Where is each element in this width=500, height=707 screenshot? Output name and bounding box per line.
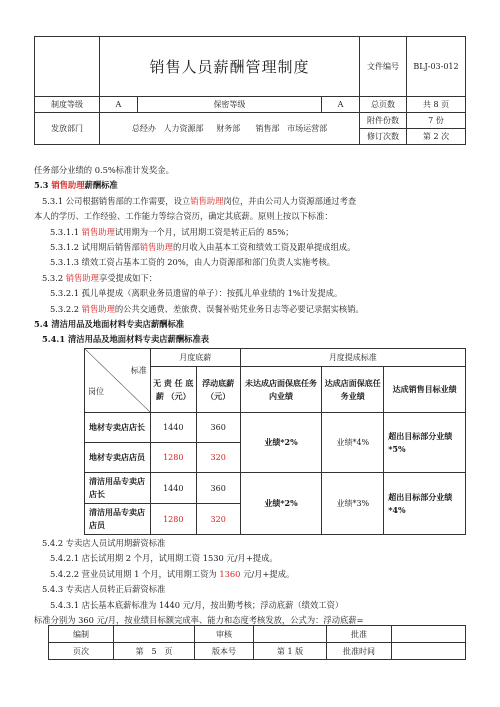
- post-cell: 清洁用品专卖店店员: [85, 504, 151, 535]
- document-title: 销售人员薪酬管理制度: [100, 37, 360, 97]
- paragraph: 本人的学历、工作经验、工作能力等综合资历，确定其底薪。原则上按以下标准：: [34, 211, 333, 222]
- total-pages-label: 总页数: [360, 97, 407, 113]
- level-value: A: [100, 97, 138, 113]
- table-row: [85, 413, 466, 443]
- paragraph: 5.4.3 专卖店人员转正后薪资标准: [42, 584, 166, 595]
- dept-label: 发放部门: [35, 113, 100, 145]
- group-commission-header: 月度提成标准: [240, 349, 465, 367]
- rate-met-cell: 业绩*3%: [322, 473, 384, 535]
- fixed-cell: 1440: [150, 473, 196, 504]
- page-label: 页次: [49, 643, 114, 660]
- rev-label: 修订次数: [360, 129, 407, 145]
- paragraph: 5.4.2.1 店长试用期 2 个月，试用期工资 1530 元/月+提成。: [50, 553, 278, 564]
- col-exceed-header: 达成销售目标业绩: [384, 367, 466, 413]
- body-section: [34, 163, 466, 348]
- version-value: 第 1 版: [254, 643, 327, 660]
- col-fixed-header: 无 责 任 底 薪 （元）: [150, 367, 196, 413]
- prepare-value: [114, 626, 195, 643]
- body-section-after: [34, 536, 466, 628]
- doc-no-label: 文件编号: [360, 37, 407, 97]
- fixed-cell: 1440: [150, 413, 196, 443]
- table-caption: 5.4.1 清洁用品及地面材料专卖店薪酬标准表: [42, 334, 210, 345]
- post-cell: 地材专卖店店长: [85, 413, 151, 443]
- dept-item: 人力资源部: [163, 124, 204, 133]
- page-number: 第 5 页: [114, 643, 195, 660]
- prepare-label: 编制: [49, 626, 114, 643]
- post-cell: 清洁用品专卖店店长: [85, 473, 151, 504]
- review-value: [254, 626, 327, 643]
- approve-time-value: [392, 643, 466, 660]
- section-heading: 5.3 销售助理薪酬标准: [34, 180, 118, 191]
- fixed-cell: 1280: [150, 504, 196, 535]
- approve-label: 批准: [327, 626, 392, 643]
- group-base-header: 月度底薪: [150, 349, 240, 367]
- total-pages-value: 共 8 页: [407, 97, 466, 113]
- float-cell: 360: [196, 473, 240, 504]
- corner-label-standard: 标准: [130, 365, 147, 375]
- table-row: [85, 473, 466, 504]
- rate-not-met-cell: 业绩*2%: [240, 473, 322, 535]
- paragraph: 5.4.2.2 营业员试用期 1 个月，试用期工资为 1360 元/月+提成。: [50, 568, 295, 579]
- salary-standard-table: [84, 348, 466, 535]
- review-label: 审核: [195, 626, 254, 643]
- document-header-table: [34, 36, 466, 145]
- dept-list: [100, 113, 360, 145]
- paragraph: 5.4.2 专卖店人员试用期薪资标准: [42, 538, 166, 548]
- rate-exceed-cell: 超出目标部分业绩*5%: [384, 413, 466, 473]
- paragraph: 5.3.1.2 试用期后销售部销售助理的月收入由基本工资和绩效工资及跟单提成组成。: [50, 242, 356, 253]
- secret-label: 保密等级: [137, 97, 321, 113]
- corner-header-cell: [85, 349, 151, 413]
- col-met-header: 达成店面保底任务业绩: [322, 367, 384, 413]
- paragraph: 任务部分业绩的 0.5%标准计发奖金。: [34, 165, 174, 175]
- section-heading: 5.4 清洁用品及地面材料专卖店薪酬标准: [34, 319, 185, 330]
- col-float-header: 浮动底薪 （元）: [196, 367, 240, 413]
- dept-item: 销售部: [255, 124, 280, 133]
- approve-time-label: 批准时间: [327, 643, 392, 660]
- attach-label: 附件份数: [360, 113, 407, 129]
- attach-value: 7 份: [407, 113, 466, 129]
- paragraph: 5.3.1.3 绩效工资占基本工资的 20%，由人力资源部和部门负责人实施考核。: [50, 257, 336, 268]
- rev-value: 第 2 次: [407, 129, 466, 145]
- float-cell: 320: [196, 504, 240, 535]
- dept-item: 财务部: [216, 124, 241, 133]
- paragraph: 5.3.1 公司根据销售部的工作需要，设立销售助理岗位，并由公司人力资源部通过考查: [42, 195, 357, 206]
- rate-exceed-cell: 超出目标部分业绩*4%: [384, 473, 466, 535]
- float-cell: 320: [196, 443, 240, 473]
- paragraph: 5.3.2 销售助理享受提成如下：: [42, 272, 158, 283]
- float-cell: 360: [196, 413, 240, 443]
- version-label: 版本号: [195, 643, 254, 660]
- dept-item: 市场运营部: [287, 124, 328, 133]
- document-footer-table: [48, 625, 466, 660]
- fixed-cell: 1280: [150, 443, 196, 473]
- paragraph: 5.3.1.1 销售助理试用期为一个月，试用期工资是转正后的 85%；: [50, 226, 294, 237]
- corner-label-post: 岗位: [88, 386, 104, 396]
- level-label: 制度等级: [35, 97, 100, 113]
- post-cell: 地材专卖店店员: [85, 443, 151, 473]
- paragraph: 5.3.2.1 孤儿单提成（离职业务员遗留的单子）：按孤儿单业绩的 1%计发提成。: [50, 288, 343, 299]
- col-not-met-header: 未达成店面保底任务内业绩: [240, 367, 322, 413]
- secret-value: A: [322, 97, 360, 113]
- dept-item: 总经办: [131, 124, 156, 133]
- rate-met-cell: 业绩*4%: [322, 413, 384, 473]
- approve-value: [392, 626, 466, 643]
- rate-not-met-cell: 业绩*2%: [240, 413, 322, 473]
- doc-no-value: BLJ-03-012: [407, 37, 466, 97]
- paragraph: 标准分别为 360 元/月，按业绩目标额完成率、能力和态度考核发放，公式为：浮动底薪=: [34, 615, 364, 626]
- logo-cell: [35, 37, 100, 97]
- paragraph: 5.4.3.1 店长基本底薪标准为 1440 元/月，按出勤考核；浮动底薪（绩效工资）: [50, 599, 344, 610]
- paragraph: 5.3.2.2 销售助理的公共交通费、差旅费、误餐补贴凭业务日志等必要记录据实核销。: [50, 303, 364, 314]
